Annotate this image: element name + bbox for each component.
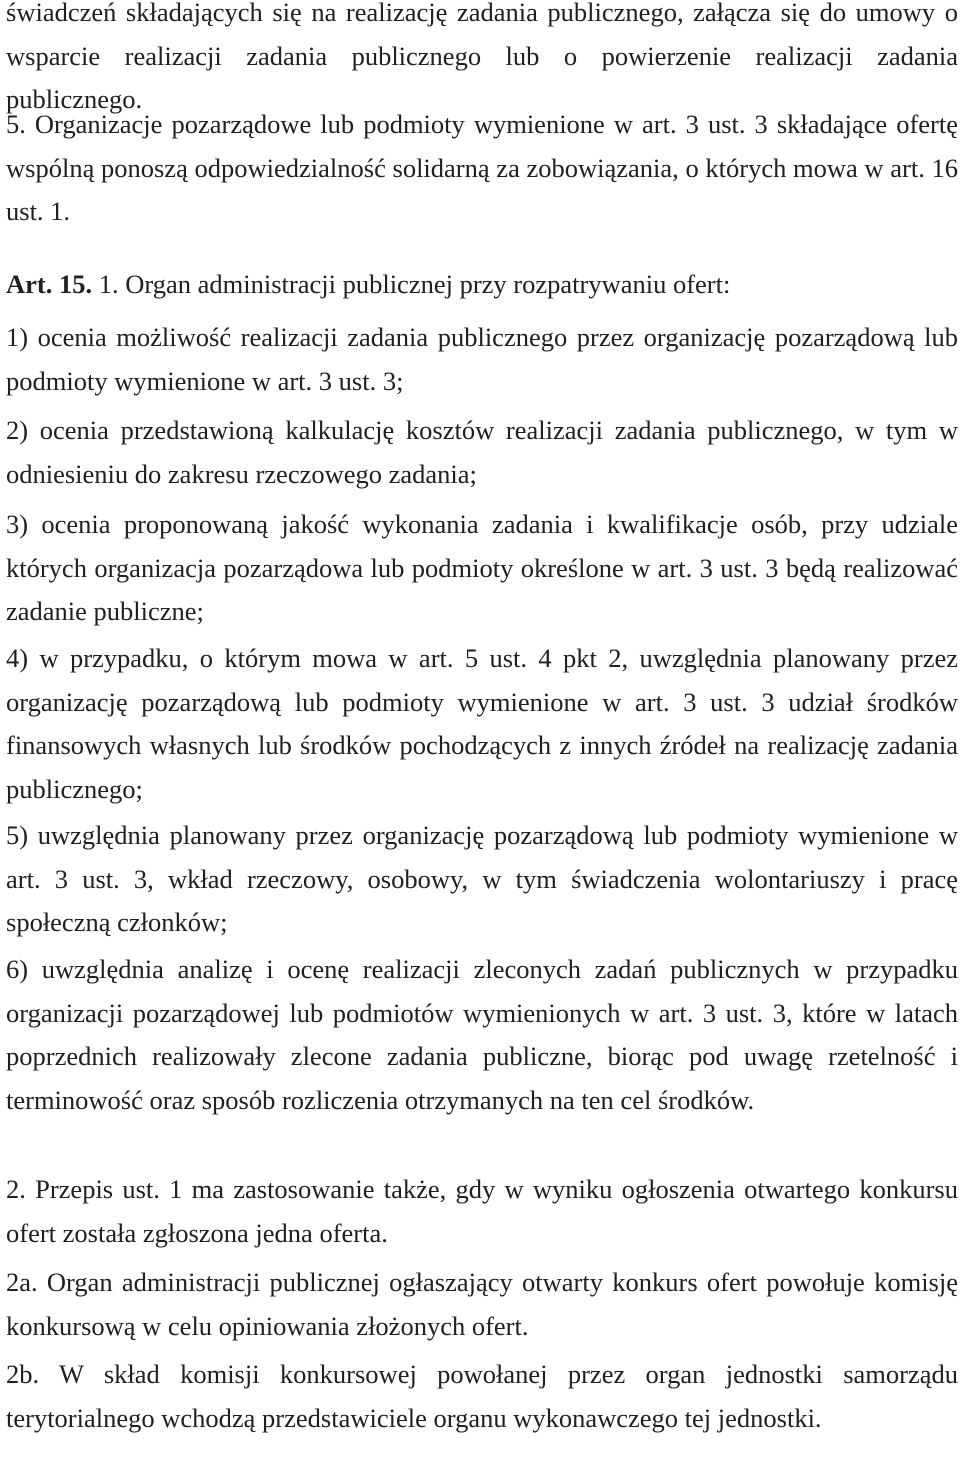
list-item-2: [6, 409, 958, 496]
paragraph-ust2: [6, 1168, 958, 1255]
paragraph-text: 4) w przypadku, o którym mowa w art. 5 ust. 4 pkt 2, uwzględnia planowany przez organizację pozarządową lub podmioty wymienione w art. 3 ust. 3 udział środków finansowych własnych lub środków pochodzących z innych źródeł na realizację zadania publicznego;: [6, 643, 958, 804]
paragraph-ust2a: [6, 1261, 958, 1348]
paragraph-text: 1. Organ administracji publicznej przy rozpatrywaniu ofert:: [92, 269, 731, 299]
paragraph-text: 5. Organizacje pozarządowe lub podmioty wymienione w art. 3 ust. 3 składające ofertę wspólną ponoszą odpowiedzialność solidarną za zobowiązania, o których mowa w art. 16 ust. 1.: [6, 109, 958, 227]
paragraph-text: 1) ocenia możliwość realizacji zadania publicznego przez organizację pozarządową lub podmioty wymienione w art. 3 ust. 3;: [6, 322, 958, 396]
list-item-5: [6, 814, 958, 945]
paragraph-art14-ust5: [6, 103, 958, 234]
paragraph-text: 2a. Organ administracji publicznej ogłaszający otwarty konkurs ofert powołuje komisję konkursową w celu opiniowania złożonych ofert.: [6, 1267, 958, 1341]
article-heading: Art. 15.: [6, 269, 93, 299]
paragraph-text: 2. Przepis ust. 1 ma zastosowanie także, gdy w wyniku ogłoszenia otwartego konkursu ofert została zgłoszona jedna oferta.: [6, 1174, 958, 1248]
paragraph-text: 6) uwzględnia analizę i ocenę realizacji zleconych zadań publicznych w przypadku organizacji pozarządowej lub podmiotów wymienionych w art. 3 ust. 3, które w latach poprzednich realizowały zlecone zadania publiczne, biorąc pod uwagę rzetelność i terminowość oraz sposób rozliczenia otrzymanych na ten cel środków.: [6, 954, 958, 1115]
list-item-3: [6, 503, 958, 634]
paragraph-ust2b: [6, 1353, 958, 1440]
paragraph-text: 3) ocenia proponowaną jakość wykonania zadania i kwalifikacje osób, przy udziale których organizacja pozarządowa lub podmioty określone w art. 3 ust. 3 będą realizować zadanie publiczne;: [6, 509, 958, 627]
list-item-1: [6, 316, 958, 403]
paragraph-art15-ust1: [6, 263, 958, 307]
paragraph-text: 5) uwzględnia planowany przez organizację pozarządową lub podmioty wymienione w art. 3 ust. 3, wkład rzeczowy, osobowy, w tym świadczenia wolontariuszy i pracę społeczną członków;: [6, 820, 958, 938]
paragraph-text: świadczeń składających się na realizację zadania publicznego, załącza się do umowy o wsparcie realizacji zadania publicznego lub o powierzenie realizacji zadania publicznego.: [6, 0, 958, 115]
paragraph-text: 2b. W skład komisji konkursowej powołanej przez organ jednostki samorządu terytorialnego wchodzą przedstawiciele organu wykonawczego tej jednostki.: [6, 1359, 958, 1433]
list-item-6: [6, 948, 958, 1122]
list-item-4: [6, 637, 958, 811]
paragraph-text: 2) ocenia przedstawioną kalkulację kosztów realizacji zadania publicznego, w tym w odniesieniu do zakresu rzeczowego zadania;: [6, 415, 958, 489]
